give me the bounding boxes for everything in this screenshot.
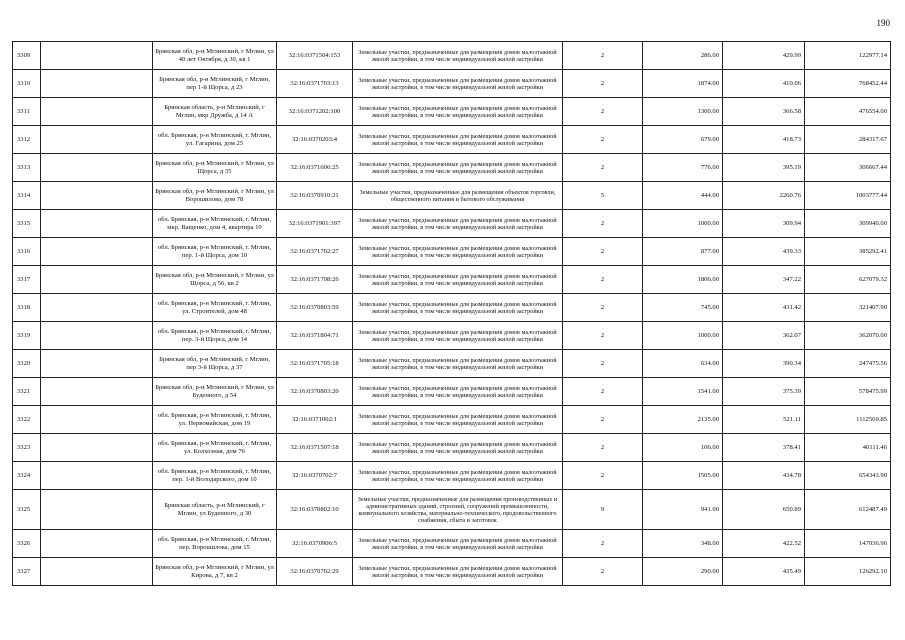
unit-value-cell: 410.06 — [723, 70, 805, 98]
land-use-purpose-cell: Земельные участки, предназначенные для размещения домов малоэтажной жилой застройки, в том числе индивидуальной жилой застройки — [353, 154, 563, 182]
area-cell: 106.00 — [643, 434, 723, 462]
area-cell: 1300.00 — [643, 98, 723, 126]
address-cell: обл. Брянская, р-н Мглинский, г. Мглин, ул. Гагарина, дом 25 — [153, 126, 277, 154]
unit-value-cell: 375.39 — [723, 378, 805, 406]
cadastral-number-cell: 32:16:0370203:4 — [277, 126, 353, 154]
row-number-cell: 3309 — [13, 42, 41, 70]
empty-cell — [41, 406, 153, 434]
land-use-purpose-cell: Земельные участки, предназначенные для размещения домов малоэтажной жилой застройки, в том числе индивидуальной жилой застройки — [353, 558, 563, 586]
cadastral-value-cell: 362070.00 — [805, 322, 891, 350]
address-cell: обл. Брянская, р-н Мглинский, г. Мглин, ул. Колхозная, дом 76 — [153, 434, 277, 462]
unit-value-cell: 347.22 — [723, 266, 805, 294]
table-row — [13, 434, 891, 462]
address-cell: Брянская обл, р-н Мглинский, г Мглин, ул 40 лет Октября, д 30, кв 1 — [153, 42, 277, 70]
cadastral-number-cell: 32:16:0371708:26 — [277, 266, 353, 294]
cadastral-number-cell: 32:16:0370803:59 — [277, 294, 353, 322]
land-use-purpose-cell: Земельные участки, предназначенные для размещения домов малоэтажной жилой застройки, в том числе индивидуальной жилой застройки — [353, 378, 563, 406]
group-cell: 2 — [563, 266, 643, 294]
row-number-cell: 3310 — [13, 70, 41, 98]
group-cell: 5 — [563, 182, 643, 210]
area-cell: 286.00 — [643, 42, 723, 70]
unit-value-cell: 434.78 — [723, 462, 805, 490]
group-cell: 2 — [563, 462, 643, 490]
area-cell: 776.00 — [643, 154, 723, 182]
unit-value-cell: 431.42 — [723, 294, 805, 322]
address-cell: Брянская обл, р-н Мглинский, г Мглин, ул Кирова, д 7, кв 2 — [153, 558, 277, 586]
cadastral-value-cell: 40111.46 — [805, 434, 891, 462]
table-row — [13, 294, 891, 322]
empty-cell — [41, 42, 153, 70]
cadastral-value-cell: 385292.41 — [805, 238, 891, 266]
row-number-cell: 3311 — [13, 98, 41, 126]
land-use-purpose-cell: Земельные участки, предназначенные для размещения объектов торговли, общественного питания и бытового обслуживания — [353, 182, 563, 210]
group-cell: 2 — [563, 98, 643, 126]
empty-cell — [41, 462, 153, 490]
group-cell: 2 — [563, 434, 643, 462]
unit-value-cell: 435.49 — [723, 558, 805, 586]
cadastral-value-cell: 309940.00 — [805, 210, 891, 238]
cadastral-number-cell: 32:16:0371504:153 — [277, 42, 353, 70]
empty-cell — [41, 266, 153, 294]
table-row — [13, 42, 891, 70]
unit-value-cell: 650.89 — [723, 490, 805, 530]
address-cell: Брянская обл, р-н Мглинский, г Мглин, ул Буденного, д 54 — [153, 378, 277, 406]
table-row — [13, 182, 891, 210]
unit-value-cell: 309.94 — [723, 210, 805, 238]
area-cell: 444.00 — [643, 182, 723, 210]
area-cell: 877.00 — [643, 238, 723, 266]
row-number-cell: 3319 — [13, 322, 41, 350]
address-cell: обл. Брянская, р-н Мглинский, г. Мглин, ул. Строителей, дом 48 — [153, 294, 277, 322]
cadastral-number-cell: 32:16:0371702:27 — [277, 238, 353, 266]
empty-cell — [41, 182, 153, 210]
address-cell: обл. Брянская, р-н Мглинский, г. Мглин, ул. Первомайская, дом 19 — [153, 406, 277, 434]
area-cell: 634.00 — [643, 350, 723, 378]
unit-value-cell: 395.19 — [723, 154, 805, 182]
row-number-cell: 3318 — [13, 294, 41, 322]
group-cell: 2 — [563, 210, 643, 238]
group-cell: 2 — [563, 558, 643, 586]
address-cell: Брянская обл, р-н Мглинский, г Мглин, пер 1-й Щорса, д 23 — [153, 70, 277, 98]
group-cell: 2 — [563, 42, 643, 70]
area-cell: 1806.00 — [643, 266, 723, 294]
table-row — [13, 154, 891, 182]
address-cell: обл. Брянская, р-н Мглинский, г. Мглин, мкр. Ващенко, дом 4, квартира 10 — [153, 210, 277, 238]
row-number-cell: 3327 — [13, 558, 41, 586]
table-row — [13, 558, 891, 586]
cadastral-number-cell: 32:16:0371705:18 — [277, 350, 353, 378]
row-number-cell: 3322 — [13, 406, 41, 434]
group-cell: 2 — [563, 154, 643, 182]
cadastral-number-cell: 32:16:0371002:1 — [277, 406, 353, 434]
address-cell: обл. Брянская, р-н Мглинский, г. Мглин, пер. 1-й Володарского, дом 10 — [153, 462, 277, 490]
address-cell: Брянская обл, р-н Мглинский, г Мглин, ул Ворошилова, дом 78 — [153, 182, 277, 210]
cadastral-value-cell: 284317.67 — [805, 126, 891, 154]
unit-value-cell: 429.99 — [723, 42, 805, 70]
empty-cell — [41, 238, 153, 266]
area-cell: 679.00 — [643, 126, 723, 154]
page-number: 190 — [876, 18, 890, 28]
row-number-cell: 3326 — [13, 530, 41, 558]
cadastral-value-cell: 247475.56 — [805, 350, 891, 378]
cadastral-number-cell: 32:16:0370702:29 — [277, 558, 353, 586]
group-cell: 2 — [563, 70, 643, 98]
area-cell: 1541.00 — [643, 378, 723, 406]
land-use-purpose-cell: Земельные участки, предназначенные для размещения домов малоэтажной жилой застройки, в том числе индивидуальной жилой застройки — [353, 210, 563, 238]
row-number-cell: 3321 — [13, 378, 41, 406]
unit-value-cell: 439.33 — [723, 238, 805, 266]
cadastral-value-cell: 627079.32 — [805, 266, 891, 294]
area-cell: 2135.00 — [643, 406, 723, 434]
group-cell: 2 — [563, 350, 643, 378]
land-use-purpose-cell: Земельные участки, предназначенные для размещения производственных и административных зданий, строений, сооружений промышленности, коммунального хозяйства, материально-технического, продовольственного снабжения, сбыта и заготовок — [353, 490, 563, 530]
cadastral-number-cell: 32:16:0371202:100 — [277, 98, 353, 126]
group-cell: 2 — [563, 530, 643, 558]
cadastral-number-cell: 32:16:0371606:25 — [277, 154, 353, 182]
area-cell: 745.00 — [643, 294, 723, 322]
land-use-purpose-cell: Земельные участки, предназначенные для размещения домов малоэтажной жилой застройки, в том числе индивидуальной жилой застройки — [353, 42, 563, 70]
cadastral-number-cell: 32:16:0371901:397 — [277, 210, 353, 238]
row-number-cell: 3317 — [13, 266, 41, 294]
address-cell: Брянская обл, р-н Мглинский, г Мглин, ул Щорса, д 35 — [153, 154, 277, 182]
table-row — [13, 378, 891, 406]
land-parcels-table — [12, 41, 891, 586]
unit-value-cell: 422.52 — [723, 530, 805, 558]
empty-cell — [41, 434, 153, 462]
land-use-purpose-cell: Земельные участки, предназначенные для размещения домов малоэтажной жилой застройки, в том числе индивидуальной жилой застройки — [353, 406, 563, 434]
table-row — [13, 126, 891, 154]
empty-cell — [41, 490, 153, 530]
table-row — [13, 490, 891, 530]
cadastral-value-cell: 654343.90 — [805, 462, 891, 490]
land-use-purpose-cell: Земельные участки, предназначенные для размещения домов малоэтажной жилой застройки, в том числе индивидуальной жилой застройки — [353, 294, 563, 322]
land-use-purpose-cell: Земельные участки, предназначенные для размещения домов малоэтажной жилой застройки, в том числе индивидуальной жилой застройки — [353, 266, 563, 294]
empty-cell — [41, 210, 153, 238]
land-use-purpose-cell: Земельные участки, предназначенные для размещения домов малоэтажной жилой застройки, в том числе индивидуальной жилой застройки — [353, 98, 563, 126]
table-row — [13, 210, 891, 238]
cadastral-number-cell: 32:16:0370910:21 — [277, 182, 353, 210]
row-number-cell: 3316 — [13, 238, 41, 266]
cadastral-value-cell: 147036.96 — [805, 530, 891, 558]
table-row — [13, 322, 891, 350]
area-cell: 348.00 — [643, 530, 723, 558]
group-cell: 2 — [563, 378, 643, 406]
row-number-cell: 3320 — [13, 350, 41, 378]
row-number-cell: 3324 — [13, 462, 41, 490]
empty-cell — [41, 98, 153, 126]
address-cell: Брянская обл, р-н Мглинский, г Мглин, пер 3-й Щорса, д 37 — [153, 350, 277, 378]
area-cell: 941.00 — [643, 490, 723, 530]
address-cell: Брянская область, р-н Мглинский, г Мглин, мкр Дружба, д 14 А — [153, 98, 277, 126]
group-cell: 2 — [563, 238, 643, 266]
group-cell: 2 — [563, 294, 643, 322]
empty-cell — [41, 350, 153, 378]
row-number-cell: 3325 — [13, 490, 41, 530]
address-cell: обл. Брянская, р-н Мглинский, г. Мглин, пер. 3-й Щорса, дом 14 — [153, 322, 277, 350]
land-use-purpose-cell: Земельные участки, предназначенные для размещения домов малоэтажной жилой застройки, в том числе индивидуальной жилой застройки — [353, 350, 563, 378]
table-row — [13, 70, 891, 98]
land-use-purpose-cell: Земельные участки, предназначенные для размещения домов малоэтажной жилой застройки, в том числе индивидуальной жилой застройки — [353, 126, 563, 154]
cadastral-number-cell: 32:16:0371804:71 — [277, 322, 353, 350]
table-body — [13, 42, 891, 586]
table-row — [13, 266, 891, 294]
area-cell: 1000.00 — [643, 322, 723, 350]
row-number-cell: 3323 — [13, 434, 41, 462]
table-row — [13, 238, 891, 266]
cadastral-number-cell: 32:16:0371507:18 — [277, 434, 353, 462]
empty-cell — [41, 378, 153, 406]
row-number-cell: 3312 — [13, 126, 41, 154]
address-cell: Брянская область, р-н Мглинский, г Мглин, ул Буденного, д 30 — [153, 490, 277, 530]
cadastral-number-cell: 32:16:0370702:7 — [277, 462, 353, 490]
empty-cell — [41, 294, 153, 322]
cadastral-value-cell: 122977.14 — [805, 42, 891, 70]
row-number-cell: 3315 — [13, 210, 41, 238]
cadastral-number-cell: 32:16:0371703:13 — [277, 70, 353, 98]
area-cell: 1000.00 — [643, 210, 723, 238]
group-cell: 2 — [563, 322, 643, 350]
table-row — [13, 530, 891, 558]
unit-value-cell: 2260.76 — [723, 182, 805, 210]
cadastral-number-cell: 32:16:0370906:5 — [277, 530, 353, 558]
land-use-purpose-cell: Земельные участки, предназначенные для размещения домов малоэтажной жилой застройки, в том числе индивидуальной жилой застройки — [353, 434, 563, 462]
cadastral-number-cell: 32:16:0370803:20 — [277, 378, 353, 406]
table-row — [13, 98, 891, 126]
unit-value-cell: 521.11 — [723, 406, 805, 434]
land-use-purpose-cell: Земельные участки, предназначенные для размещения домов малоэтажной жилой застройки, в том числе индивидуальной жилой застройки — [353, 530, 563, 558]
empty-cell — [41, 154, 153, 182]
unit-value-cell: 390.34 — [723, 350, 805, 378]
cadastral-value-cell: 578475.99 — [805, 378, 891, 406]
land-use-purpose-cell: Земельные участки, предназначенные для размещения домов малоэтажной жилой застройки, в том числе индивидуальной жилой застройки — [353, 462, 563, 490]
unit-value-cell: 366.58 — [723, 98, 805, 126]
address-cell: обл. Брянская, р-н Мглинский, г. Мглин, пер. Ворошилова, дом 15 — [153, 530, 277, 558]
table-row — [13, 462, 891, 490]
land-use-purpose-cell: Земельные участки, предназначенные для размещения домов малоэтажной жилой застройки, в том числе индивидуальной жилой застройки — [353, 238, 563, 266]
cadastral-value-cell: 768452.44 — [805, 70, 891, 98]
empty-cell — [41, 70, 153, 98]
empty-cell — [41, 322, 153, 350]
cadastral-value-cell: 126292.10 — [805, 558, 891, 586]
cadastral-value-cell: 306667.44 — [805, 154, 891, 182]
unit-value-cell: 378.41 — [723, 434, 805, 462]
cadastral-value-cell: 1112569.85 — [805, 406, 891, 434]
table-row — [13, 350, 891, 378]
cadastral-value-cell: 1003777.44 — [805, 182, 891, 210]
unit-value-cell: 362.07 — [723, 322, 805, 350]
area-cell: 1874.00 — [643, 70, 723, 98]
cadastral-value-cell: 476554.00 — [805, 98, 891, 126]
group-cell: 9 — [563, 490, 643, 530]
address-cell: Брянская обл, р-н Мглинский, г Мглин, ул Щорса, д 56, кв 2 — [153, 266, 277, 294]
row-number-cell: 3314 — [13, 182, 41, 210]
land-use-purpose-cell: Земельные участки, предназначенные для размещения домов малоэтажной жилой застройки, в том числе индивидуальной жилой застройки — [353, 322, 563, 350]
group-cell: 2 — [563, 406, 643, 434]
address-cell: обл. Брянская, р-н Мглинский, г. Мглин, пер. 1-й Щорса, дом 10 — [153, 238, 277, 266]
empty-cell — [41, 530, 153, 558]
empty-cell — [41, 126, 153, 154]
table-row — [13, 406, 891, 434]
land-use-purpose-cell: Земельные участки, предназначенные для размещения домов малоэтажной жилой застройки, в том числе индивидуальной жилой застройки — [353, 70, 563, 98]
area-cell: 290.00 — [643, 558, 723, 586]
row-number-cell: 3313 — [13, 154, 41, 182]
unit-value-cell: 418.73 — [723, 126, 805, 154]
empty-cell — [41, 558, 153, 586]
cadastral-number-cell: 32:16:0370802:10 — [277, 490, 353, 530]
cadastral-value-cell: 612487.49 — [805, 490, 891, 530]
cadastral-value-cell: 321407.90 — [805, 294, 891, 322]
group-cell: 2 — [563, 126, 643, 154]
area-cell: 1505.00 — [643, 462, 723, 490]
